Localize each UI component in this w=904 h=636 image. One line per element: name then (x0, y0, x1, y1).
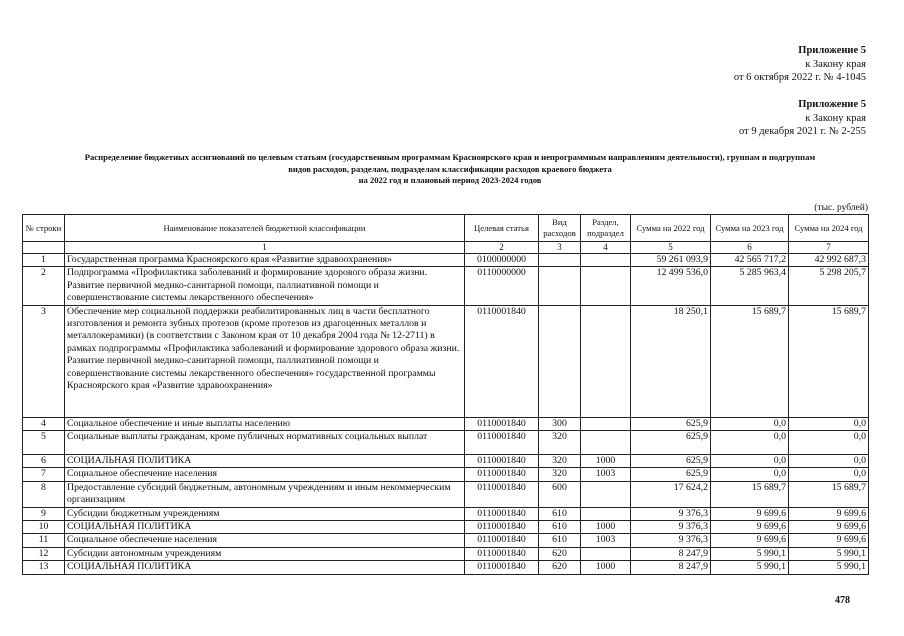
amount-2024: 15 689,7 (789, 305, 869, 417)
row-number: 12 (23, 547, 65, 560)
amount-2024: 0,0 (789, 455, 869, 468)
amount-2024: 42 992 687,3 (789, 254, 869, 267)
amount-2024: 5 990,1 (789, 561, 869, 574)
amount-2023: 0,0 (711, 417, 789, 430)
target-code: 0100000000 (465, 254, 539, 267)
amount-2023: 5 990,1 (711, 547, 789, 560)
amount-2023: 9 699,6 (711, 521, 789, 534)
budget-table (22, 214, 869, 575)
annex-law-date: от 9 декабря 2021 г. № 2-255 (739, 126, 866, 137)
column-header: Сумма на 2024 год (789, 215, 869, 242)
section-code: 1000 (581, 561, 631, 574)
expense-type: 300 (539, 417, 581, 430)
section-code (581, 267, 631, 305)
annex-header-current (734, 44, 866, 85)
table-row (23, 481, 869, 507)
amount-2023: 0,0 (711, 455, 789, 468)
column-number: 3 (539, 242, 581, 254)
section-code: 1003 (581, 468, 631, 481)
column-number (23, 242, 65, 254)
amount-2024: 9 699,6 (789, 534, 869, 547)
amount-2023: 0,0 (711, 468, 789, 481)
table-row (23, 305, 869, 417)
row-name: Обеспечение мер социальной поддержки реабилитированных лиц в части бесплатного изготовления и ремонта зубных протезов (кроме протезов из драгоценных металлов и металлокерамики) (в соответствии с Законом края от 10 декабря 2004 года № 12-2711) в рамках подпрограммы «Профилактика заболеваний и формирование здорового образа жизни. Развитие первичной медико-санитарной помощи, паллиативной помощи и совершенствование системы лекарственного обеспечения» государственной программы Красноярского края «Развитие здравоохранения» (65, 305, 465, 417)
amount-2022: 17 624,2 (631, 481, 711, 507)
target-code: 0110001840 (465, 507, 539, 520)
expense-type (539, 254, 581, 267)
section-code (581, 417, 631, 430)
amount-2022: 625,9 (631, 468, 711, 481)
row-name: Социальное обеспечение и иные выплаты населению (65, 417, 465, 430)
amount-2022: 18 250,1 (631, 305, 711, 417)
column-number: 2 (465, 242, 539, 254)
document-title-line: Распределение бюджетных ассигнований по целевым статьям (государственным программам Красноярского края и непрограммным направлениям деятельности), группам и подгруппам (84, 152, 816, 162)
amount-2024: 0,0 (789, 431, 869, 455)
document-title (20, 152, 880, 187)
row-name: СОЦИАЛЬНАЯ ПОЛИТИКА (65, 521, 465, 534)
section-code: 1003 (581, 534, 631, 547)
target-code: 0110001840 (465, 534, 539, 547)
target-code: 0110001840 (465, 547, 539, 560)
row-number: 5 (23, 431, 65, 455)
target-code: 0110001840 (465, 417, 539, 430)
row-name: Социальное обеспечение населения (65, 468, 465, 481)
amount-2022: 625,9 (631, 417, 711, 430)
row-number: 1 (23, 254, 65, 267)
amount-2024: 0,0 (789, 468, 869, 481)
expense-type (539, 305, 581, 417)
amount-2022: 8 247,9 (631, 561, 711, 574)
expense-type: 610 (539, 534, 581, 547)
column-header: Целевая статья (465, 215, 539, 242)
amount-2022: 625,9 (631, 455, 711, 468)
column-number: 5 (631, 242, 711, 254)
row-number: 6 (23, 455, 65, 468)
section-code (581, 305, 631, 417)
amount-2023: 9 699,6 (711, 507, 789, 520)
column-number: 7 (789, 242, 869, 254)
annex-title: Приложение 5 (798, 99, 866, 110)
expense-type (539, 267, 581, 305)
target-code: 0110001840 (465, 481, 539, 507)
column-number: 1 (65, 242, 465, 254)
table-row (23, 431, 869, 455)
table-row (23, 455, 869, 468)
row-name: Субсидии автономным учреждениям (65, 547, 465, 560)
target-code: 0110000000 (465, 267, 539, 305)
amount-2022: 625,9 (631, 431, 711, 455)
amount-2024: 15 689,7 (789, 481, 869, 507)
amount-2023: 0,0 (711, 431, 789, 455)
page-number: 478 (835, 595, 850, 606)
section-code: 1000 (581, 521, 631, 534)
annex-law-date: от 6 октября 2022 г. № 4-1045 (733, 72, 866, 83)
amount-2024: 9 699,6 (789, 507, 869, 520)
row-number: 7 (23, 468, 65, 481)
section-code (581, 254, 631, 267)
column-header: Раздел, подраздел (581, 215, 631, 242)
annex-law-ref: к Закону края (805, 58, 866, 70)
row-number: 8 (23, 481, 65, 507)
table-row (23, 521, 869, 534)
column-header: Наименование показателей бюджетной классификации (65, 215, 465, 242)
table-row (23, 267, 869, 305)
units-label: (тыс. рублей) (814, 203, 868, 213)
row-number: 3 (23, 305, 65, 417)
section-code (581, 507, 631, 520)
amount-2023: 5 285 963,4 (711, 267, 789, 305)
row-number: 4 (23, 417, 65, 430)
row-name: Предоставление субсидий бюджетным, автономным учреждениям и иным некоммерческим организациям (65, 481, 465, 507)
table-row (23, 468, 869, 481)
amount-2024: 9 699,6 (789, 521, 869, 534)
table-header-row (23, 215, 869, 242)
row-number: 10 (23, 521, 65, 534)
amount-2023: 42 565 717,2 (711, 254, 789, 267)
row-number: 11 (23, 534, 65, 547)
section-code (581, 481, 631, 507)
amount-2023: 15 689,7 (711, 481, 789, 507)
annex-law-ref: к Закону края (805, 112, 866, 124)
row-name: Подпрограмма «Профилактика заболеваний и формирование здорового образа жизни. Развитие первичной медико-санитарной помощи, паллиативной помощи и совершенствование системы лекарственного обеспечения» (65, 267, 465, 305)
amount-2022: 9 376,3 (631, 507, 711, 520)
amount-2022: 8 247,9 (631, 547, 711, 560)
table-row (23, 547, 869, 560)
expense-type: 610 (539, 507, 581, 520)
row-name: Субсидии бюджетным учреждениям (65, 507, 465, 520)
column-header: Сумма на 2023 год (711, 215, 789, 242)
amount-2024: 0,0 (789, 417, 869, 430)
annex-title: Приложение 5 (798, 45, 866, 56)
row-name: СОЦИАЛЬНАЯ ПОЛИТИКА (65, 561, 465, 574)
amount-2024: 5 298 205,7 (789, 267, 869, 305)
row-name: Социальное обеспечение населения (65, 534, 465, 547)
target-code: 0110001840 (465, 561, 539, 574)
amount-2022: 59 261 093,9 (631, 254, 711, 267)
table-row (23, 534, 869, 547)
section-code (581, 431, 631, 455)
section-code: 1000 (581, 455, 631, 468)
row-number: 13 (23, 561, 65, 574)
annex-header-original (739, 98, 866, 139)
target-code: 0110001840 (465, 305, 539, 417)
column-number: 4 (581, 242, 631, 254)
expense-type: 610 (539, 521, 581, 534)
document-title-line: видов расходов, разделам, подразделам классификации расходов краевого бюджета (288, 163, 612, 174)
document-title-line: на 2022 год и плановый период 2023-2024 годов (358, 175, 542, 185)
row-number: 9 (23, 507, 65, 520)
column-number: 6 (711, 242, 789, 254)
expense-type: 320 (539, 468, 581, 481)
row-name: СОЦИАЛЬНАЯ ПОЛИТИКА (65, 455, 465, 468)
amount-2022: 9 376,3 (631, 534, 711, 547)
table-row (23, 254, 869, 267)
table-row (23, 507, 869, 520)
expense-type: 320 (539, 431, 581, 455)
row-number: 2 (23, 267, 65, 305)
row-name: Социальные выплаты гражданам, кроме публичных нормативных социальных выплат (65, 431, 465, 455)
column-header: Сумма на 2022 год (631, 215, 711, 242)
expense-type: 320 (539, 455, 581, 468)
expense-type: 600 (539, 481, 581, 507)
column-number-row (23, 242, 869, 254)
amount-2024: 5 990,1 (789, 547, 869, 560)
row-name: Государственная программа Красноярского края «Развитие здравоохранения» (65, 254, 465, 267)
table-row (23, 417, 869, 430)
target-code: 0110001840 (465, 455, 539, 468)
amount-2022: 12 499 536,0 (631, 267, 711, 305)
target-code: 0110001840 (465, 521, 539, 534)
table-row (23, 561, 869, 574)
target-code: 0110001840 (465, 431, 539, 455)
expense-type: 620 (539, 547, 581, 560)
amount-2023: 15 689,7 (711, 305, 789, 417)
amount-2023: 5 990,1 (711, 561, 789, 574)
column-header: № строки (23, 215, 65, 242)
expense-type: 620 (539, 561, 581, 574)
amount-2022: 9 376,3 (631, 521, 711, 534)
amount-2023: 9 699,6 (711, 534, 789, 547)
column-header: Вид расходов (539, 215, 581, 242)
target-code: 0110001840 (465, 468, 539, 481)
section-code (581, 547, 631, 560)
table-body (23, 254, 869, 575)
